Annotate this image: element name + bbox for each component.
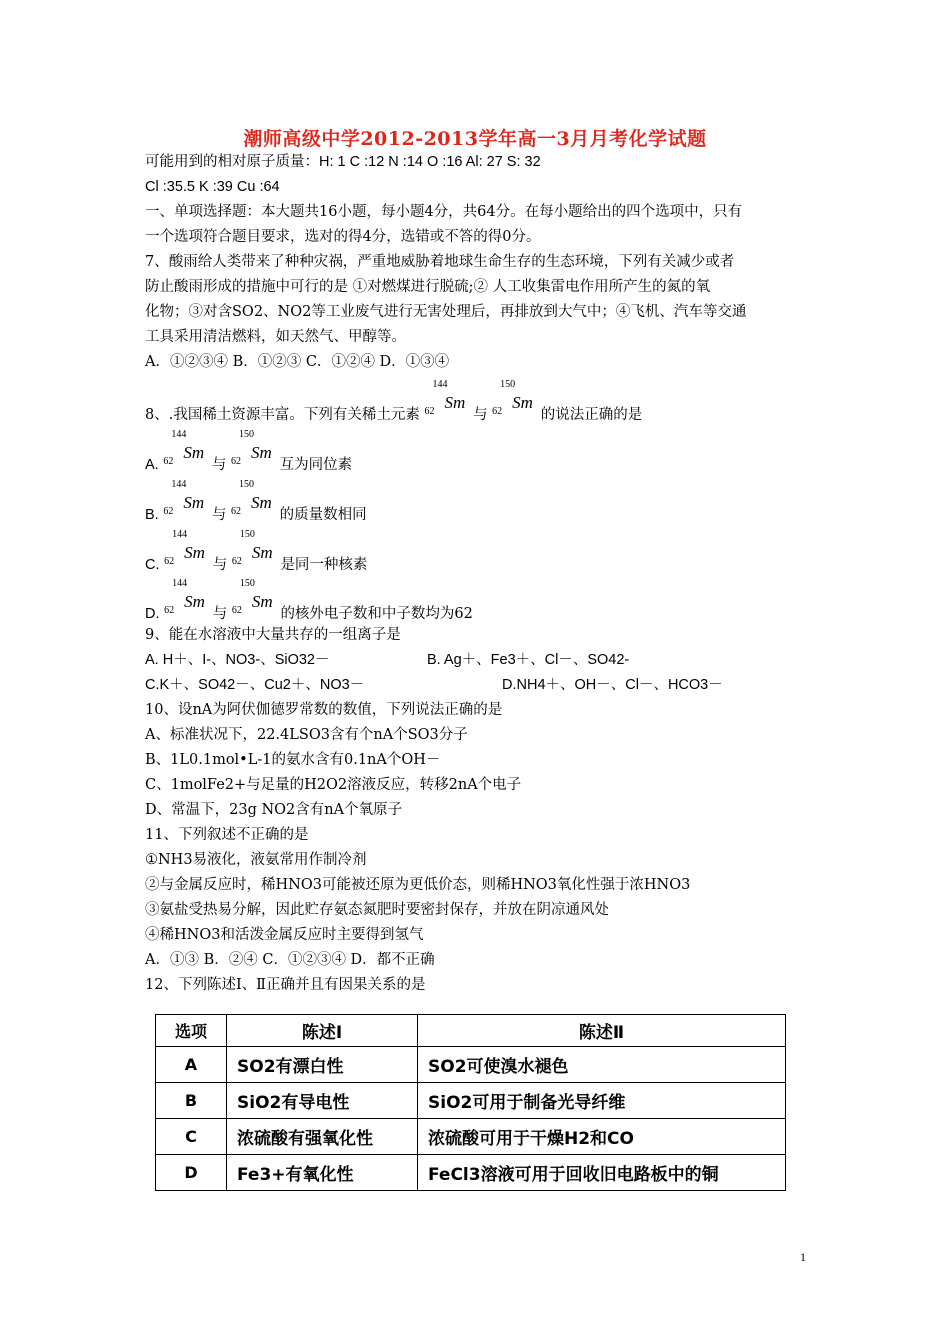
q9-stem: 9、能在水溶液中大量共存的一组离子是 — [145, 627, 401, 643]
element-symbol: Sm — [251, 443, 272, 462]
nuclide-sm-150 — [231, 479, 275, 519]
q10-option-b: B、1L0.1mol•L-1的氨水含有0.1nA个OH－ — [145, 752, 441, 768]
q12-table — [155, 1014, 786, 1191]
table-header-row — [156, 1015, 786, 1047]
table-cell: FeCl3溶液可用于回收旧电路板中的铜 — [418, 1155, 786, 1191]
nuclide-sm-144 — [424, 379, 468, 419]
table-cell: 浓硫酸可用于干燥H2和CO — [418, 1119, 786, 1155]
table-cell: SO2可使溴水褪色 — [418, 1047, 786, 1083]
atomic-number: 62 — [424, 406, 435, 417]
mass-number: 150 — [500, 379, 516, 390]
q7-stem-line-1: 7、酸雨给人类带来了种种灾祸，严重地威胁着地球生命生存的生态环境，下列有关减少或者 — [145, 254, 735, 270]
table-cell: C — [156, 1119, 227, 1155]
option-text: 是同一种核素 — [280, 557, 368, 573]
element-symbol: Sm — [183, 493, 205, 512]
mass-number: 150 — [239, 479, 255, 490]
option-letter: C. — [145, 557, 160, 573]
table-cell: A — [156, 1047, 227, 1083]
page-number: 1 — [800, 1250, 806, 1264]
q11-options: A．①③ B．②④ C．①②③④ D．都不正确 — [145, 952, 435, 968]
nuclide-sm-144 — [164, 529, 208, 569]
q8-option-b — [145, 479, 367, 525]
q8-option-a — [145, 429, 353, 475]
q10-option-c: C、1molFe2+与足量的H2O2溶液反应，转移2nA个电子 — [145, 777, 522, 793]
atomic-number: 62 — [231, 456, 242, 467]
mass-number: 150 — [239, 429, 255, 440]
q7-stem-line-2: 防止酸雨形成的措施中可行的是 ①对燃煤进行脱硫;② 人工收集雷电作用所产生的氮的氧 — [145, 279, 711, 295]
nuclide-sm-150 — [231, 429, 275, 469]
element-symbol: Sm — [251, 493, 272, 512]
q7-stem-line-3: 化物；③对含SO2、NO2等工业废气进行无害处理后，再排放到大气中；④飞机、汽车等交通 — [145, 304, 747, 320]
atomic-number: 62 — [231, 556, 242, 567]
q11-statement-2: ②与金属反应时，稀HNO3可能被还原为更低价态，则稀HNO3氧化性强于浓HNO3 — [145, 877, 691, 893]
table-row — [156, 1083, 786, 1119]
mass-number: 150 — [239, 578, 255, 589]
element-symbol: Sm — [251, 592, 273, 611]
q9-option-b: B. Ag＋、Fe3＋、Cl－、SO42- — [427, 652, 630, 668]
atomic-number: 62 — [164, 605, 175, 616]
nuclide-sm-144 — [164, 578, 208, 618]
table-cell: D — [156, 1155, 227, 1191]
atomic-number: 62 — [231, 605, 242, 616]
element-symbol: Sm — [184, 543, 205, 562]
table-row — [156, 1155, 786, 1191]
q8-stem-prefix: 8、.我国稀土资源丰富。下列有关稀土元素 — [145, 407, 420, 423]
element-symbol: Sm — [444, 393, 466, 412]
atomic-number: 62 — [163, 456, 174, 467]
mass-number: 144 — [432, 379, 448, 390]
mass-number: 144 — [172, 578, 188, 589]
nuclide-sm-150 — [231, 529, 276, 569]
option-letter: A. — [145, 457, 159, 473]
table-cell: B — [156, 1083, 227, 1119]
atomic-mass-line-2: Cl :35.5 K :39 Cu :64 — [145, 179, 280, 195]
table-header-cell: 陈述Ⅰ — [227, 1015, 418, 1047]
page-title: 潮师高级中学2012-2013学年高一3月月考化学试题 — [243, 128, 707, 150]
q10-option-d: D、常温下，23g NO2含有nA个氧原子 — [145, 802, 403, 818]
q9-option-c: C.K＋、SO42－、Cu2＋、NO3－ — [145, 677, 365, 693]
q8-stem-mid: 与 — [473, 407, 488, 423]
element-symbol: Sm — [184, 592, 205, 611]
q10-option-a: A、标准状况下，22.4LSO3含有个nA个SO3分子 — [145, 727, 468, 743]
option-letter: D. — [145, 606, 160, 622]
q7-options: A．①②③④ B．①②③ C．①②④ D．①③④ — [145, 354, 450, 370]
q8-option-d — [145, 578, 473, 624]
nuclide-sm-150 — [231, 578, 276, 618]
q7-stem-line-4: 工具采用清洁燃料，如天然气、甲醇等。 — [145, 329, 406, 345]
q9-option-a: A. H＋、I-、NO3-、SiO32－ — [145, 652, 330, 668]
q11-stem: 11、下列叙述不正确的是 — [145, 827, 309, 843]
table-header-cell: 陈述Ⅱ — [418, 1015, 786, 1047]
table-cell: SiO2有导电性 — [227, 1083, 418, 1119]
option-letter: B. — [145, 507, 159, 523]
table-cell: SO2有漂白性 — [227, 1047, 418, 1083]
atomic-number: 62 — [164, 556, 175, 567]
nuclide-sm-144 — [163, 479, 207, 519]
option-connector: 与 — [212, 606, 228, 622]
table-header-cell: 选项 — [156, 1015, 227, 1047]
element-symbol: Sm — [183, 443, 205, 462]
q9-option-d: D.NH4＋、OH－、Cl－、HCO3－ — [502, 677, 723, 693]
element-symbol: Sm — [512, 393, 533, 412]
q8-stem — [145, 379, 643, 425]
mass-number: 144 — [172, 529, 188, 540]
section-instructions-line-1: 一、单项选择题：本大题共16小题，每小题4分，共64分。在每小题给出的四个选项中，只有 — [145, 204, 743, 220]
nuclide-sm-150 — [492, 379, 536, 419]
option-text: 互为同位素 — [279, 457, 353, 473]
section-instructions-line-2: 一个选项符合题目要求，选对的得4分，选错或不答的得0分。 — [145, 229, 541, 245]
q12-stem: 12、下列陈述Ⅰ、Ⅱ正确并且有因果关系的是 — [145, 977, 426, 993]
q11-statement-1: ①NH3易液化，液氨常用作制冷剂 — [145, 852, 367, 868]
atomic-number: 62 — [163, 506, 174, 517]
table-row — [156, 1047, 786, 1083]
q8-option-c — [145, 529, 368, 575]
mass-number: 144 — [171, 429, 187, 440]
q8-stem-suffix: 的说法正确的是 — [540, 407, 643, 423]
nuclide-sm-144 — [163, 429, 207, 469]
table-cell: Fe3+有氧化性 — [227, 1155, 418, 1191]
table-cell: SiO2可用于制备光导纤维 — [418, 1083, 786, 1119]
table-row — [156, 1119, 786, 1155]
atomic-number: 62 — [492, 406, 503, 417]
q11-statement-3: ③氨盐受热易分解，因此贮存氨态氮肥时要密封保存，并放在阴凉通风处 — [145, 902, 609, 918]
table-cell: 浓硫酸有强氧化性 — [227, 1119, 418, 1155]
mass-number: 144 — [171, 479, 187, 490]
atomic-mass-line-1: 可能用到的相对原子质量：H: 1 C :12 N :14 O :16 Al: 27 S: 32 — [145, 154, 541, 170]
element-symbol: Sm — [251, 543, 273, 562]
mass-number: 150 — [239, 529, 255, 540]
atomic-number: 62 — [231, 506, 242, 517]
option-text: 的核外电子数和中子数均为62 — [280, 606, 473, 622]
option-text: 的质量数相同 — [279, 507, 367, 523]
q11-statement-4: ④稀HNO3和活泼金属反应时主要得到氢气 — [145, 927, 424, 943]
q10-stem: 10、设nA为阿伏伽德罗常数的数值，下列说法正确的是 — [145, 702, 503, 718]
option-connector: 与 — [212, 557, 228, 573]
option-connector: 与 — [211, 457, 227, 473]
option-connector: 与 — [211, 507, 227, 523]
